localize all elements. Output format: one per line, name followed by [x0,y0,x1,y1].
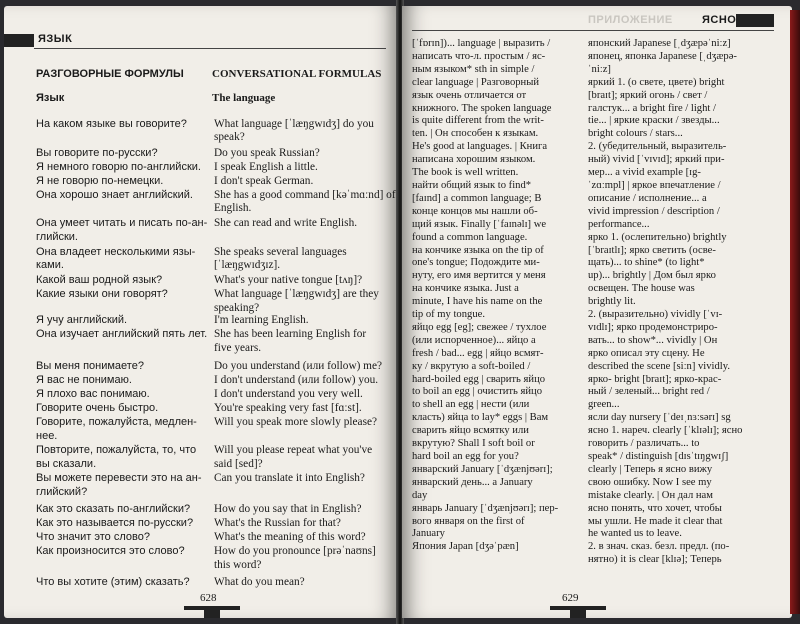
phrase-en: She can read and write English. [214,217,358,229]
dictionary-line: January [412,528,445,540]
subhead-en: The language [212,92,276,104]
dictionary-line: щать)... to shine* (to light* [588,257,705,269]
phrase-ru: Я не говорю по-немецки. [36,175,164,187]
phrase-ru: Она умеет читать и писать по-ан- [36,217,208,229]
running-head-faint: ПРИЛОЖЕНИЕ [588,14,673,26]
phrase-en: I speak English a little. [214,161,318,173]
dictionary-line: освещен. The house was [588,283,695,295]
dictionary-line: январский January [ˈdʒænjʊərɪ]; [412,463,553,475]
dictionary-line: found a common language. [412,231,528,243]
phrase-en: Will you please repeat what you've [214,444,373,456]
col-head-ru: РАЗГОВОРНЫЕ ФОРМУЛЫ [36,68,184,80]
dictionary-line: написать что-л. простым / яс- [412,50,546,62]
running-head: ЯСНО [702,14,737,26]
phrase-ru: Она владеет несколькими язы- [36,246,196,258]
dictionary-line: to shell an egg | нести (или [412,399,530,411]
phrase-ru: Что вы хотите (этим) сказать? [36,576,190,588]
phrase-ru: Вы говорите по-русски? [36,147,158,159]
dictionary-line: вать... to show*... vividly | Он [588,334,718,346]
phrase-ru: нее. [36,430,58,442]
dictionary-line: найти общий язык to find* [412,179,532,191]
dictionary-line: мы ушли. He made it clear that [588,515,723,527]
dictionary-line: 2. (выразительно) vividly [ˈvɪ- [588,309,723,321]
phrase-en: She speaks several languages [214,246,347,258]
phrase-en: I don't speak German. [214,175,314,187]
dictionary-column-1 [412,38,582,554]
dictionary-line: clear language | Разговорный [412,76,540,88]
subhead-ru: Язык [36,92,65,104]
dictionary-line: The book is well written. [412,167,519,179]
dictionary-line: нятно) it is clear [klɪə]; Теперь [588,554,722,566]
right-page [402,6,792,618]
phrase-en: speak? [214,131,245,143]
running-head: ЯЗЫК [38,33,73,45]
header-rule [34,48,386,49]
book-cover-edge [790,10,800,614]
dictionary-line: щий язык. Finally [ˈfaɪnəlɪ] we [412,218,547,230]
dictionary-line: ку / вкрутую a soft-boiled / [412,360,531,372]
dictionary-line: mistake clearly. | Он дал нам [588,489,713,501]
dictionary-line: bright colours / stars... [588,128,683,140]
dictionary-line: на кончике языка. Just a [412,283,519,295]
phrase-en: She has a good command [kəˈmɑːnd] of [214,189,396,201]
phrase-en: I don't understand (или follow) you. [214,374,379,386]
phrase-en: She has been learning English for [214,328,367,340]
dictionary-line: японский Japanese [ˌdʒæpəˈniːz] [588,38,731,49]
phrase-ru: Я плохо вас понимаю. [36,388,150,400]
phrase-en: speaking? [214,302,260,314]
dictionary-line: (или испорченное)... яйцо a [412,334,536,346]
phrase-en: How do you pronounce [prəˈnaʊns] [214,545,376,557]
dictionary-line: конце концов мы нашли об- [412,205,538,217]
phrase-en: Do you understand (или follow) me? [214,360,383,372]
dictionary-line: нуту, его имя вертится у меня [412,270,546,282]
dictionary-line: класть) яйца to lay* eggs | Вам [412,412,549,424]
phrase-ru: Она изучает английский пять лет. [36,328,208,340]
dictionary-line: японец, японка Japanese [ˌdʒæpə- [588,50,737,62]
page-number: 629 [562,592,579,604]
dictionary-line: мер... a vivid example [ɪg- [588,167,701,179]
phrase-ru: Какие языки они говорят? [36,288,168,300]
folio-ornament [550,604,606,618]
phrase-ru: Что значит это слово? [36,531,150,543]
phrase-ru: Как это сказать по-английски? [36,503,191,515]
phrase-ru: Я вас не понимаю. [36,374,132,386]
dictionary-line: ный / зеленый... bright red / [588,386,710,398]
phrase-en: What's your native tongue [tʌŋ]? [214,274,363,286]
phrase-en: [ˈlæŋgwɪdʒɪz]. [214,259,281,271]
phrase-en: What's the meaning of this word? [214,531,366,543]
phrase-ru: Она хорошо знает английский. [36,189,193,201]
phrase-ru: Говорите очень быстро. [36,402,159,414]
phrase-ru: Я учу английский. [36,314,128,326]
dictionary-line: fresh / bad... egg | яйцо всмят- [412,347,544,359]
dictionary-line: day [412,489,428,501]
phrase-ru: Говорите, пожалуйста, медлен- [36,416,197,428]
dictionary-line: minute, I have his name on the [412,296,543,308]
phrase-ru: Я немного говорю по-английски. [36,161,201,173]
dictionary-line: говорить / различать... to [588,438,700,450]
dictionary-line: ный) vivid [ˈvɪvɪd]; яркий при- [588,154,725,166]
dictionary-line: [braɪt]; яркий огонь / свет / [588,89,708,101]
dictionary-line: январь January [ˈdʒænjʊərɪ]; пер- [412,502,559,514]
dictionary-line: яйцо egg [eg]; свежее / тухлое [412,321,547,333]
phrase-en: Will you speak more slowly please? [214,416,377,428]
dictionary-line: performance... [588,218,650,230]
phrase-en: You're speaking very fast [fɑːst]. [214,402,362,414]
dictionary-line: ярко описал эту сцену. He [588,347,705,359]
phrase-ru: Какой ваш родной язык? [36,274,163,286]
dictionary-line: hard-boiled egg | сварить яйцо [412,373,546,385]
phrase-en: What language [ˈlæŋgwɪdʒ] do you [214,118,374,130]
page-number: 628 [200,592,217,604]
dictionary-line: He's good at languages. | Книга [412,141,548,153]
dictionary-line: ˈniːz] [588,63,611,75]
dictionary-line: январский день... a January [412,476,533,488]
dictionary-line: speak* / distinguish [dɪsˈtɪŋgwɪʃ] [588,451,729,462]
dictionary-line: ным языком* sth in simple / [412,63,535,75]
phrase-en: What's the Russian for that? [214,517,341,529]
dictionary-line: described the scene [siːn] vividly. [588,360,730,372]
phrase-ru: Повторите, пожалуйста, то, что [36,444,197,456]
phrase-en: Do you speak Russian? [214,147,320,159]
phrase-ru: Как это называется по-русски? [36,517,194,529]
phrase-ru: Вы можете перевести это на ан- [36,472,202,484]
phrase-ru: глийски. [36,231,78,243]
phrase-ru: ками. [36,259,64,271]
dictionary-line: 2. (убедительный, выразитель- [588,141,727,153]
dictionary-line: brightly lit. [588,296,636,308]
phrase-en: How do you say that in English? [214,503,362,515]
dictionary-line: написана хорошим языком. [412,154,536,166]
phrase-en: Can you translate it into English? [214,472,365,484]
dictionary-line: ясли day nursery [ˈdeɪˌnɜːsərɪ] sg [588,412,731,424]
dictionary-line: [ˈfɒrɪn])... language | выразить / [412,38,551,49]
dictionary-line: вкрутую? Shall I soft boil or [412,438,535,450]
phrase-ru: вы сказали. [36,458,97,470]
dictionary-line: язык очень отличается от [412,89,527,101]
dictionary-line: описание / исполнение... a [588,192,707,204]
dictionary-line: [ˈbraɪtlɪ]; ярко светить (осве- [588,244,716,256]
dictionary-line: вого января on the first of [412,515,525,527]
dictionary-line: свою ошибку. Now I see my [588,476,712,488]
dictionary-line: ясно 1. нареч. clearly [ˈklɪəlɪ]; ясно [588,425,743,437]
dictionary-line: clearly | Теперь я ясно вижу [588,463,713,475]
dictionary-line: книжного. The spoken language [412,102,552,114]
phrase-en: I'm learning English. [214,314,309,326]
phrase-en: five years. [214,342,262,354]
dictionary-line: ясно понять, что хочет, чтобы [588,502,722,514]
dictionary-line: hard boil an egg for you? [412,451,519,462]
dictionary-line: ten. | Он способен к языкам. [412,128,539,140]
dictionary-line: ярко 1. (ослепительно) brightly [588,231,727,243]
phrase-en: this word? [214,559,262,571]
folio-ornament [184,604,240,618]
dictionary-line: he wanted us to leave. [588,528,682,540]
dictionary-line: tip of my tongue. [412,309,485,321]
dictionary-line: one's tongue; Подождите ми- [412,257,540,269]
running-head-bar [4,34,34,47]
dictionary-line: ярко- bright [braɪt]; ярко-крас- [588,373,722,385]
dictionary-line: is quite different from the writ- [412,115,544,127]
dictionary-line: 2. в знач. сказ. безл. предл. (по- [588,541,730,553]
dictionary-line: Япония Japan [dʒəˈpæn] [412,541,519,553]
dictionary-line: сварить яйцо всмятку или [412,425,529,437]
col-head-en: CONVERSATIONAL FORMULAS [212,68,382,80]
dictionary-line: ˈzɑːmpl] | яркое впечатление / [588,179,721,191]
dictionary-line: up)... brightly | Дом был ярко [588,270,716,282]
dictionary-line: green... [588,399,620,411]
phrase-en: English. [214,202,252,214]
phrase-ru: На каком языке вы говорите? [36,118,187,130]
left-page [4,6,398,618]
running-head-bar [736,14,774,27]
phrase-ru: Вы меня понимаете? [36,360,144,372]
dictionary-line: vivid impression / description / [588,205,720,217]
dictionary-column-2 [588,38,766,567]
dictionary-line: [faɪnd] a common language; В [412,192,542,204]
phrase-en: What language [ˈlæŋgwɪdʒ] are they [214,288,379,300]
phrase-ru: Как произносится это слово? [36,545,185,557]
dictionary-line: галстук... a bright fire / light / [588,102,716,114]
dictionary-line: vɪdlɪ]; ярко продемонстриро- [588,321,718,333]
dictionary-line: яркий 1. (о свете, цвете) bright [588,76,725,88]
dictionary-line: to boil an egg | очистить яйцо [412,386,543,398]
header-rule [412,30,774,31]
dictionary-line: tie... | яркие краски / звезды... [588,115,720,127]
phrase-en: What do you mean? [214,576,305,588]
dictionary-line: на кончике языка on the tip of [412,244,544,256]
phrase-ru: глийский? [36,486,88,498]
phrase-en: I don't understand you very well. [214,388,363,400]
phrase-en: said [sed]? [214,458,263,470]
